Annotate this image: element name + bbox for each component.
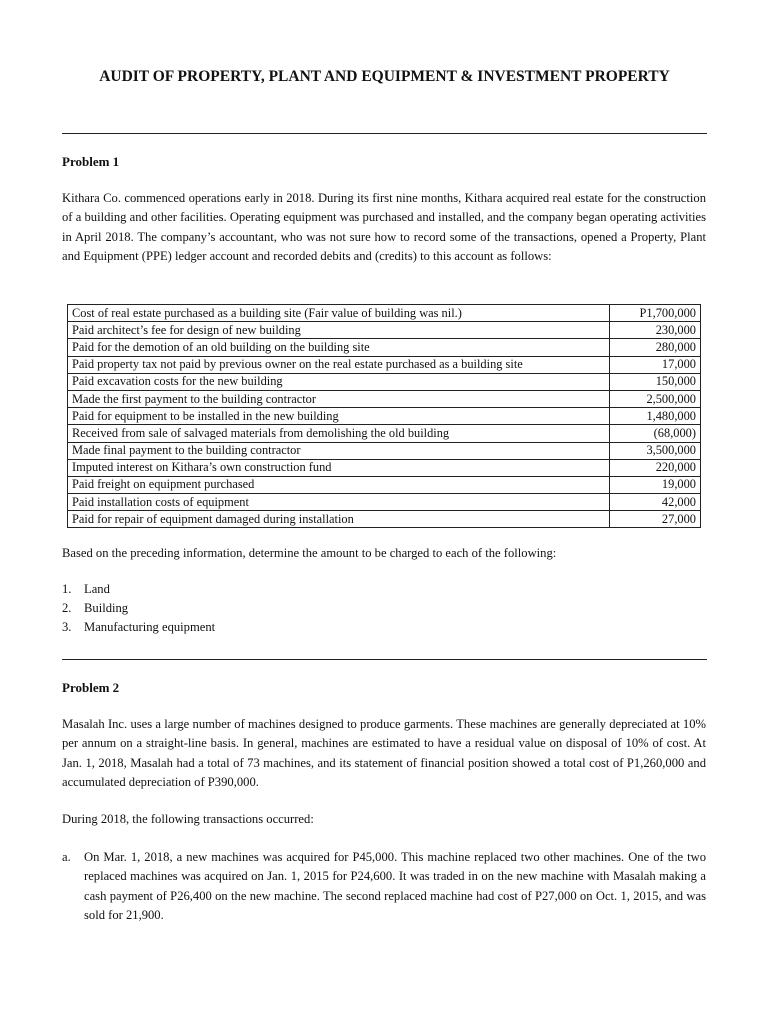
list-item-number: 1. (62, 582, 72, 596)
ledger-amount: 150,000 (610, 373, 701, 390)
problem1-heading: Problem 1 (62, 154, 120, 169)
table-row (68, 305, 701, 322)
list-item-label: Manufacturing equipment (84, 620, 216, 634)
ledger-description: Received from sale of salvaged materials from demolishing the old building (68, 425, 610, 442)
ledger-amount: 27,000 (610, 511, 701, 528)
problem2-transactions-intro: During 2018, the following transactions occurred: (62, 812, 314, 826)
problem2-intro: Masalah Inc. uses a large number of machines designed to produce garments. These machines are generally depreciated at 10% per annum on a straight-line basis. In general, machines are estimated to have a residual value on disposal of 10% of cost. At Jan. 1, 2018, Masalah had a total of 73 machines, and its statement of financial position showed a total cost of P1,260,000 and accumulated depreciation of P390,000. (62, 717, 706, 789)
table-row (68, 511, 701, 528)
table-row (68, 494, 701, 511)
table-row (68, 408, 701, 425)
table-row (68, 390, 701, 407)
table-row (68, 442, 701, 459)
ledger-description: Paid architect’s fee for design of new building (68, 322, 610, 339)
transaction-a (62, 848, 706, 925)
ledger-description: Made final payment to the building contractor (68, 442, 610, 459)
divider-middle (62, 659, 707, 660)
table-row (68, 322, 701, 339)
ledger-amount: 230,000 (610, 322, 701, 339)
ledger-description: Paid property tax not paid by previous owner on the real estate purchased as a building site (68, 356, 610, 373)
ledger-description: Paid for repair of equipment damaged during installation (68, 511, 610, 528)
table-row (68, 459, 701, 476)
divider-top (62, 133, 707, 134)
problem1-question: Based on the preceding information, determine the amount to be charged to each of the following: (62, 546, 557, 560)
table-row (68, 425, 701, 442)
list-item (62, 618, 215, 637)
ledger-amount: 3,500,000 (610, 442, 701, 459)
ledger-amount: 1,480,000 (610, 408, 701, 425)
ledger-amount: P1,700,000 (610, 305, 701, 322)
ledger-description: Cost of real estate purchased as a building site (Fair value of building was nil.) (68, 305, 610, 322)
ledger-amount: (68,000) (610, 425, 701, 442)
transaction-a-text: On Mar. 1, 2018, a new machines was acquired for P45,000. This machine replaced two other machines. One of the two replaced machines was acquired on Jan. 1, 2015 for P24,600. It was traded in on the new machine with Masalah making a cash payment of P26,400 on the new machine. The second replaced machine had cost of P27,000 on Oct. 1, 2015, and was sold for 21,900. (84, 850, 706, 922)
ledger-description: Paid excavation costs for the new building (68, 373, 610, 390)
document-title: AUDIT OF PROPERTY, PLANT AND EQUIPMENT & INVESTMENT PROPERTY (99, 68, 670, 85)
list-item-number: 3. (62, 620, 72, 634)
table-row (68, 339, 701, 356)
list-item (62, 599, 215, 618)
list-item-label: Land (84, 582, 110, 596)
list-item-label: Building (84, 601, 129, 615)
ledger-description: Paid for the demotion of an old building on the building site (68, 339, 610, 356)
problem2-heading: Problem 2 (62, 680, 120, 695)
transaction-a-label: a. (62, 850, 71, 864)
problem1-intro: Kithara Co. commenced operations early in 2018. During its first nine months, Kithara acquired real estate for the construction of a building and other facilities. Operating equipment was purchased and installed, and the company began operating activities in April 2018. The company’s accountant, who was not sure how to record some of the transactions, opened a Property, Plant and Equipment (PPE) ledger account and recorded debits and (credits) to this account as follows: (62, 191, 706, 263)
list-item (62, 580, 215, 599)
table-row (68, 356, 701, 373)
ledger-amount: 2,500,000 (610, 390, 701, 407)
ledger-amount: 280,000 (610, 339, 701, 356)
ledger-description: Made the first payment to the building contractor (68, 390, 610, 407)
ledger-description: Imputed interest on Kithara’s own construction fund (68, 459, 610, 476)
ledger-amount: 17,000 (610, 356, 701, 373)
ledger-amount: 220,000 (610, 459, 701, 476)
ledger-description: Paid installation costs of equipment (68, 494, 610, 511)
table-row (68, 373, 701, 390)
ledger-description: Paid for equipment to be installed in the new building (68, 408, 610, 425)
table-row (68, 476, 701, 493)
ledger-description: Paid freight on equipment purchased (68, 476, 610, 493)
ppe-ledger-table (67, 304, 701, 528)
ledger-amount: 19,000 (610, 476, 701, 493)
ledger-amount: 42,000 (610, 494, 701, 511)
list-item-number: 2. (62, 601, 72, 615)
problem1-list (62, 580, 215, 637)
